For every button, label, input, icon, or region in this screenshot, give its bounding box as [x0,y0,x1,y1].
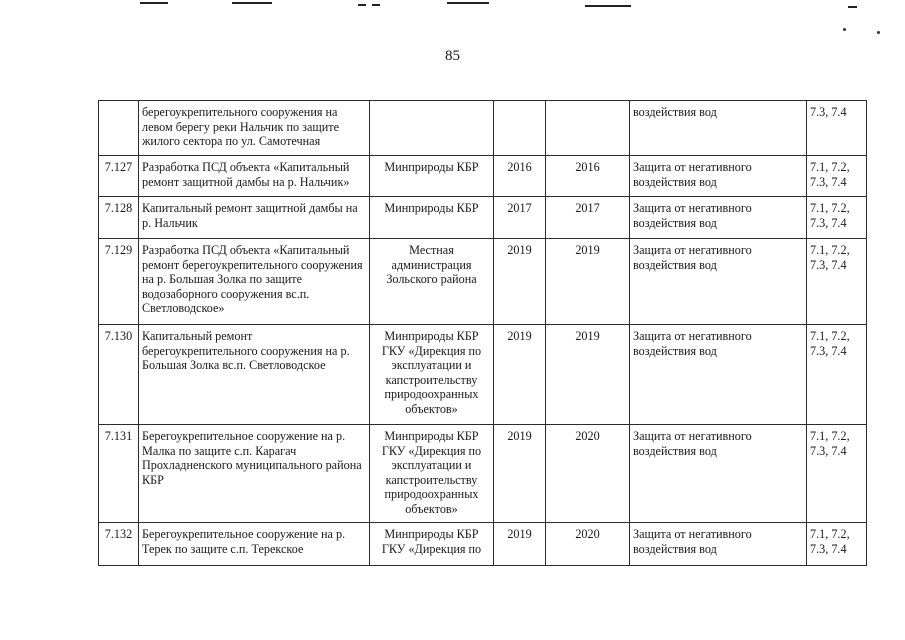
start-year: 2017 [494,197,546,239]
indicator-refs: 7.1, 7.2, 7.3, 7.4 [807,325,867,425]
table-row [99,197,867,239]
goal-text: Защита от негативного воздействия вод [630,425,807,523]
indicator-refs: 7.1, 7.2, 7.3, 7.4 [807,156,867,197]
end-year: 2019 [546,239,630,325]
end-year: 2016 [546,156,630,197]
end-year: 2020 [546,425,630,523]
row-number: 7.128 [99,197,139,239]
scan-artifact [447,2,489,4]
goal-text: Защита от негативного воздействия вод [630,156,807,197]
end-year: 2020 [546,523,630,566]
scan-artifact [140,2,168,4]
table-row [99,239,867,325]
row-number: 7.131 [99,425,139,523]
scan-artifact [358,4,366,6]
row-number: 7.132 [99,523,139,566]
measure-name: Разработка ПСД объекта «Капитальный ремонт берегоукрепительного сооружения на р. Большая Золка по защите водозаборного сооружения вс.п. Светловодское» [139,239,370,325]
table-row [99,425,867,523]
responsible-org: Минприроды КБР ГКУ «Дирекция по [370,523,494,566]
responsible-org: Минприроды КБР ГКУ «Дирекция по эксплуатации и капстроительству природоохранных объектов» [370,425,494,523]
table-row [99,156,867,197]
measures-table [98,100,867,566]
row-number [99,101,139,156]
end-year: 2019 [546,325,630,425]
goal-text: воздействия вод [630,101,807,156]
indicator-refs: 7.1, 7.2, 7.3, 7.4 [807,425,867,523]
responsible-org [370,101,494,156]
measure-name: Капитальный ремонт берегоукрепительного сооружения на р. Большая Золка вс.п. Светловодское [139,325,370,425]
scan-artifact [843,28,846,31]
indicator-refs: 7.1, 7.2, 7.3, 7.4 [807,523,867,566]
table-row [99,523,867,566]
row-number: 7.129 [99,239,139,325]
start-year: 2019 [494,425,546,523]
scan-artifact [848,6,857,8]
row-number: 7.127 [99,156,139,197]
measure-name: Разработка ПСД объекта «Капитальный ремонт защитной дамбы на р. Нальчик» [139,156,370,197]
goal-text: Защита от негативного воздействия вод [630,239,807,325]
responsible-org: Минприроды КБР [370,197,494,239]
scan-artifact [877,31,880,34]
scan-artifact [372,4,380,6]
goal-text: Защита от негативного воздействия вод [630,523,807,566]
indicator-refs: 7.1, 7.2, 7.3, 7.4 [807,197,867,239]
measure-name: берегоукрепительного сооружения на левом берегу реки Нальчик по защите жилого сектора по ул. Самотечная [139,101,370,156]
responsible-org: Минприроды КБР [370,156,494,197]
start-year: 2019 [494,325,546,425]
end-year: 2017 [546,197,630,239]
scan-artifact [232,2,272,4]
responsible-org: Местная администрация Зольского района [370,239,494,325]
table-row [99,101,867,156]
start-year [494,101,546,156]
scan-artifact [585,5,631,7]
measure-name: Берегоукрепительное сооружение на р. Терек по защите с.п. Терекское [139,523,370,566]
start-year: 2019 [494,239,546,325]
goal-text: Защита от негативного воздействия вод [630,197,807,239]
indicator-refs: 7.1, 7.2, 7.3, 7.4 [807,239,867,325]
start-year: 2019 [494,523,546,566]
page-number: 85 [445,48,460,64]
goal-text: Защита от негативного воздействия вод [630,325,807,425]
table-row [99,325,867,425]
measure-name: Капитальный ремонт защитной дамбы на р. Нальчик [139,197,370,239]
end-year [546,101,630,156]
indicator-refs: 7.3, 7.4 [807,101,867,156]
measure-name: Берегоукрепительное сооружение на р. Малка по защите с.п. Карагач Прохладненского муниципального района КБР [139,425,370,523]
responsible-org: Минприроды КБР ГКУ «Дирекция по эксплуатации и капстроительству природоохранных объектов» [370,325,494,425]
row-number: 7.130 [99,325,139,425]
start-year: 2016 [494,156,546,197]
